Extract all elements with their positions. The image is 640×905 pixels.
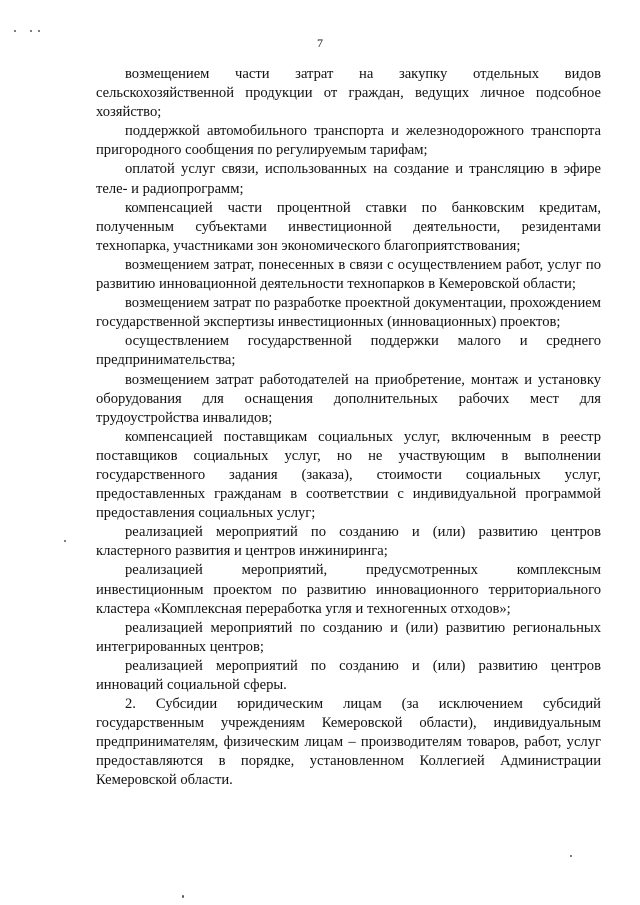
paragraph-14: 2. Субсидии юридическим лицам (за исключением субсидий государственным учреждениям Кемеровской области), индивидуальным предпринимателям, физическим лицам – производителям товаров, работ, услуг предоставляются в порядке, установленном Коллегией Администрации Кемеровской области. [96, 696, 601, 789]
scan-speck [64, 540, 66, 542]
paragraph-13: реализацией мероприятий по созданию и (или) развитию центров инноваций социальной сферы. [96, 657, 601, 693]
scan-speck [38, 30, 40, 32]
scan-speck [182, 895, 184, 898]
paragraph-2: поддержкой автомобильного транспорта и железнодорожного транспорта пригородного сообщения по регулируемым тарифам; [96, 123, 601, 159]
scan-speck [30, 30, 32, 32]
paragraph-4: компенсацией части процентной ставки по банковским кредитам, полученным субъектами инвестиционной деятельности, резидентами технопарка, участниками зон экономического благоприятствования; [96, 199, 601, 254]
paragraph-1: возмещением части затрат на закупку отдельных видов сельскохозяйственной продукции от граждан, ведущих личное подсобное хозяйство; [96, 66, 601, 121]
paragraph-7: осуществлением государственной поддержки малого и среднего предпринимательства; [96, 333, 601, 369]
paragraph-5: возмещением затрат, понесенных в связи с осуществлением работ, услуг по развитию инновационной деятельности технопарков в Кемеровской области; [96, 256, 601, 293]
scan-speck [14, 30, 16, 32]
paragraph-11: реализацией мероприятий, предусмотренных комплексным инвестиционным проектом по развитию инновационного территориального кластера «Комплексная переработка угля и техногенных отходов»; [96, 562, 601, 617]
paragraph-6: возмещением затрат по разработке проектной документации, прохождением государственной экспертизы инвестиционных (инновационных) проектов; [96, 295, 601, 331]
paragraph-3: оплатой услуг связи, использованных на создание и трансляцию в эфире теле- и радиопрограмм; [96, 161, 601, 197]
paragraph-9: компенсацией поставщикам социальных услуг, включенным в реестр поставщиков социальных услуг, но не участвующим в выполнении государственного задания (заказа), стоимости социальных услуг, предоставленных гражданам в соответствии с индивидуальной программой предоставления социальных услуг; [96, 428, 601, 522]
paragraph-8: возмещением затрат работодателей на приобретение, монтаж и установку оборудования для оснащения дополнительных рабочих мест для трудоустройства инвалидов; [96, 371, 601, 426]
paragraph-12: реализацией мероприятий по созданию и (или) развитию региональных интегрированных центров; [96, 619, 601, 655]
paragraph-10: реализацией мероприятий по созданию и (или) развитию центров кластерного развития и центров инжиниринга; [96, 524, 601, 560]
page-number: 7 [317, 36, 323, 50]
scan-speck [570, 855, 572, 857]
document-body [96, 65, 601, 791]
